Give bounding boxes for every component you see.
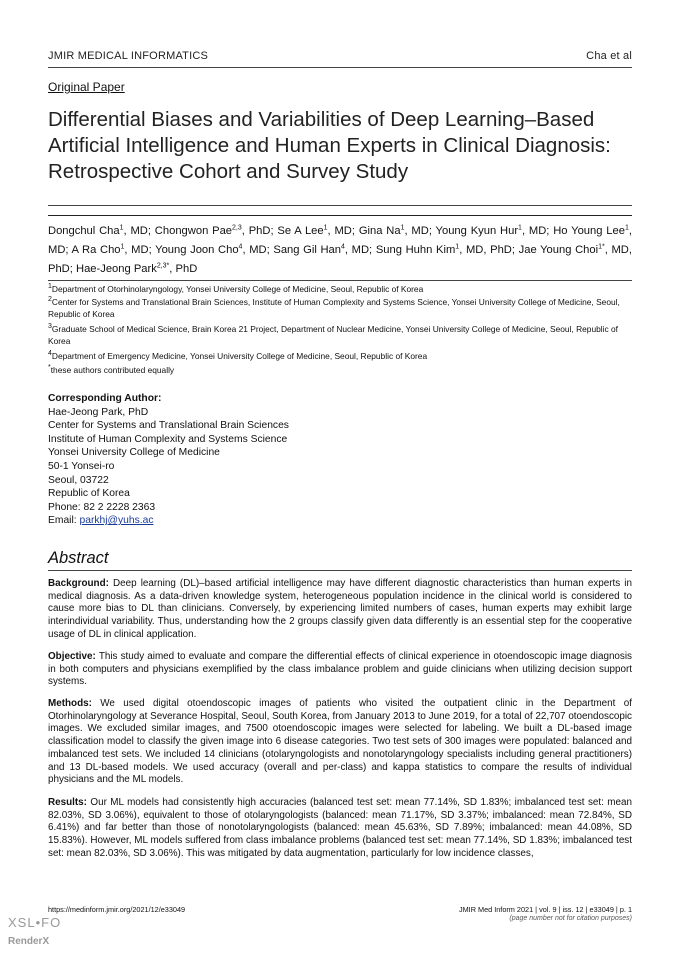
author-name: Young Joon Cho bbox=[155, 244, 239, 256]
author-name: Dongchul Cha bbox=[48, 225, 120, 237]
affiliation-number: 2 bbox=[48, 296, 52, 304]
author-affiliation-mark: 1 bbox=[119, 224, 124, 232]
xslfo-watermark: XSL•FO bbox=[8, 915, 62, 930]
paper-title: Differential Biases and Variabilities of Deep Learning–Based Artificial Intelligence and Human Experts in Clinical Diagnosis: Retrospective Cohort and Survey Study bbox=[48, 108, 611, 183]
affiliation bbox=[48, 364, 634, 376]
author-degree: , PhD; bbox=[241, 225, 278, 237]
article-type: Original Paper bbox=[48, 80, 125, 94]
abstract-section bbox=[48, 578, 632, 642]
affiliation-text: Department of Emergency Medicine, Yonsei University College of Medicine, Seoul, Republic of Korea bbox=[51, 351, 428, 361]
abstract-section bbox=[48, 651, 632, 689]
corresponding-author bbox=[48, 392, 289, 528]
affiliation-text: Center for Systems and Translational Brain Sciences, Institute of Human Complexity and Systems Science, Yonsei University College of Medicine, Seoul, Republic of Korea bbox=[48, 297, 620, 319]
footer-url[interactable]: https://medinform.jmir.org/2021/12/e33049 bbox=[48, 905, 186, 914]
email-link[interactable]: parkhj@yuhs.ac bbox=[79, 515, 154, 527]
affiliation-text: Graduate School of Medical Science, Brain Korea 21 Project, Department of Nuclear Medicine, Yonsei University College of Medicine, Seoul, Republic of Korea bbox=[48, 324, 618, 346]
author-name: Sang Gil Han bbox=[273, 244, 341, 256]
section-label: Methods: bbox=[48, 698, 101, 709]
corresponding-line: Institute of Human Complexity and Systems Science bbox=[48, 433, 288, 445]
author-degree: , MD, PhD; bbox=[459, 244, 519, 256]
affiliation-number: 3 bbox=[48, 323, 52, 331]
author-affiliation-mark: 4 bbox=[341, 243, 345, 251]
affiliation-text: these authors contributed equally bbox=[50, 365, 175, 375]
running-author: Cha et al bbox=[586, 50, 632, 62]
affiliation-rule bbox=[48, 280, 632, 281]
corresponding-line: Yonsei University College of Medicine bbox=[48, 447, 220, 459]
affiliation-text: Department of Otorhinolaryngology, Yonsei University College of Medicine, Seoul, Republic of Korea bbox=[51, 284, 424, 294]
corresponding-line: Center for Systems and Translational Brain Sciences bbox=[48, 420, 289, 432]
section-label: Objective: bbox=[48, 651, 99, 662]
author-affiliation-mark: 1 bbox=[624, 224, 629, 232]
author-name: Chongwon Pae bbox=[154, 225, 233, 237]
author-degree: , MD; bbox=[521, 225, 554, 237]
author-affiliation-mark: 2,3* bbox=[156, 262, 170, 270]
corresponding-line: Seoul, 03722 bbox=[48, 474, 109, 486]
author-degree: , MD, PhD; bbox=[48, 244, 632, 275]
affiliation-number: 4 bbox=[48, 350, 52, 358]
affiliation bbox=[48, 296, 634, 320]
author-degree: , MD; bbox=[344, 244, 376, 256]
affiliation bbox=[48, 283, 634, 295]
journal-name: JMIR MEDICAL INFORMATICS bbox=[48, 50, 209, 62]
corresponding-line: 50-1 Yonsei-ro bbox=[48, 460, 115, 472]
section-text: Deep learning (DL)–based artificial intelligence may have different diagnostic characteristics than human experts in medical diagnosis. As a data-driven knowledge system, heterogeneous population incidence in the clinical world is considered to cause more bias to DL than clinicians. Conversely, by experiencing limited numbers of cases, human experts may exhibit large interindividual variability. Thus, understanding how the 2 groups classify given data differently is an essential step for the cooperative usage of DL in clinical application. bbox=[48, 578, 632, 640]
corresponding-line: Hae-Jeong Park, PhD bbox=[48, 406, 149, 418]
author-name: Jae Young Choi bbox=[518, 244, 599, 256]
section-label: Results: bbox=[48, 797, 91, 808]
email-label: Email: bbox=[48, 515, 80, 527]
author-degree: , MD; bbox=[242, 244, 274, 256]
abstract-rule bbox=[48, 570, 632, 571]
author-name: Young Kyun Hur bbox=[435, 225, 519, 237]
corresponding-line: Phone: 82 2 2228 2363 bbox=[48, 501, 156, 513]
affiliation bbox=[48, 350, 634, 362]
affiliation-number: 1 bbox=[48, 283, 52, 291]
corresponding-line: Republic of Korea bbox=[48, 488, 130, 500]
author-degree: , MD; bbox=[124, 244, 156, 256]
footer-note: (page number not for citation purposes) bbox=[509, 915, 632, 922]
section-text: This study aimed to evaluate and compare the differential effects of clinical experience in otoendoscopic image diagnosis in both computers and physicians exemplified by the class imbalance problem and guide clinicians when utilizing decision support systems. bbox=[48, 651, 632, 688]
author-affiliation-mark: 4 bbox=[238, 243, 243, 251]
title-rule bbox=[48, 205, 632, 206]
renderx-watermark: RenderX bbox=[8, 936, 50, 947]
section-text: Our ML models had consistently high accuracies (balanced test set: mean 77.14%, SD 1.83%; imbalanced test set: mean 82.03%, SD 3.06%), equivalent to those of otolaryngologists (balanced: mean 71.17%, SD 3.37%; imbalanced: mean 72.84%, SD 6.41%) and far better than those of nonotolaryngologists (balanced: mean 45.63%, SD 7.89%; imbalanced: mean 44.08%, SD 15.83%). However, ML models suffered from class imbalance problems (balanced test set: mean 77.14%, SD 1.83%; imbalanced test set: mean 82.03%, SD 3.06%). This was mitigated by data augmentation, particularly for low incidence classes, bbox=[48, 797, 632, 859]
author-affiliation-mark: 1 bbox=[400, 224, 405, 232]
header-rule bbox=[48, 67, 632, 68]
author-degree: , MD; bbox=[48, 225, 632, 256]
footer-citation: JMIR Med Inform 2021 | vol. 9 | iss. 12 | e33049 | p. 1 bbox=[458, 905, 632, 914]
author-affiliation-mark: 1 bbox=[120, 243, 125, 251]
author-affiliation-mark: 1* bbox=[598, 243, 605, 251]
author-affiliation-mark: 1 bbox=[455, 243, 460, 251]
affiliation-number: * bbox=[48, 364, 51, 372]
author-name: Sung Huhn Kim bbox=[375, 244, 456, 256]
author-name: Gina Na bbox=[358, 225, 401, 237]
author-affiliation-mark: 1 bbox=[518, 224, 522, 232]
corresponding-label: Corresponding Author: bbox=[48, 393, 162, 404]
author-degree: , PhD bbox=[169, 263, 198, 275]
section-text: We used digital otoendoscopic images of patients who visited the outpatient clinic in the Department of Otorhinolaryngology at Severance Hospital, Seoul, South Korea, from January 2013 to June 2019, for a total of 22,707 otoendoscopic images. We excluded similar images, and 7500 otoendoscopic images were selected for labeling. We built a DL-based image classification model to classify the given image into 6 disease categories. Two test sets of 300 images were populated: balanced and imbalanced test sets. We included 14 clinicians (otolaryngologists and nonotolaryngology specialists including general practitioners) and 13 DL-based models. We used accuracy (overall and per-class) and kappa statistics to compare the results of individual physicians and the ML models. bbox=[48, 698, 632, 786]
author-name: Ho Young Lee bbox=[553, 225, 625, 237]
affiliation bbox=[48, 323, 634, 347]
abstract-section bbox=[48, 797, 632, 861]
abstract-heading: Abstract bbox=[48, 549, 109, 567]
author-name: Hae-Jeong Park bbox=[75, 263, 157, 275]
author-degree: , MD; bbox=[404, 225, 436, 237]
author-rule bbox=[48, 215, 632, 216]
author-affiliation-mark: 1 bbox=[323, 224, 328, 232]
email-line bbox=[48, 514, 289, 528]
author-name: Se A Lee bbox=[277, 225, 324, 237]
author-affiliation-mark: 2,3 bbox=[232, 224, 242, 232]
author-degree: , MD; bbox=[327, 225, 359, 237]
section-label: Background: bbox=[48, 578, 113, 589]
abstract-section bbox=[48, 698, 632, 787]
author-name: A Ra Cho bbox=[71, 244, 121, 256]
author-degree: , MD; bbox=[123, 225, 155, 237]
author-list bbox=[48, 222, 632, 279]
